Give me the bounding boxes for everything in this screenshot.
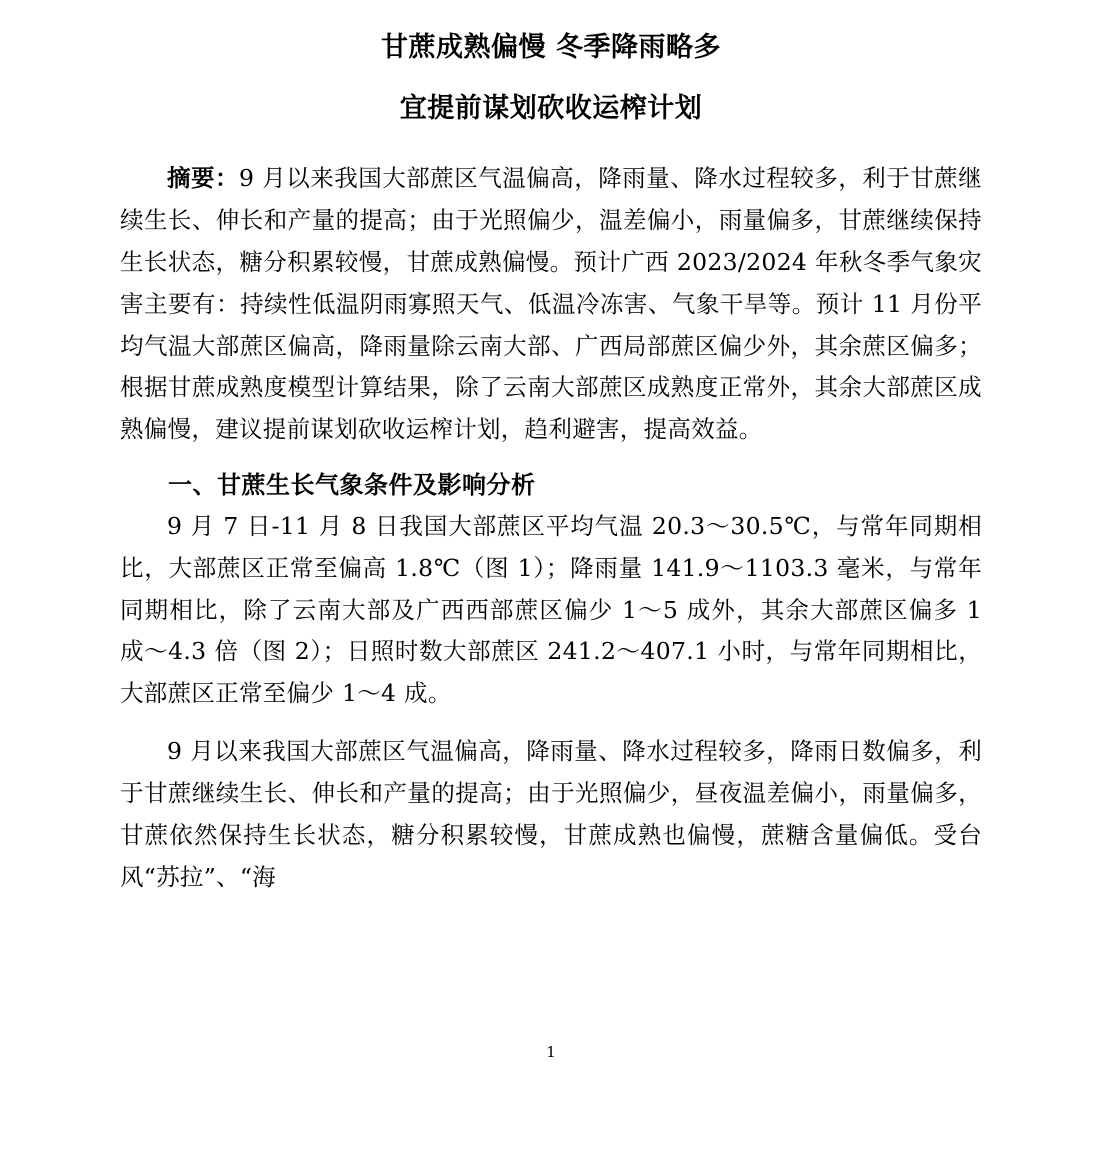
title-line-2: 宜提前谋划砍收运榨计划	[399, 93, 703, 125]
section-1-heading: 一、甘蔗生长气象条件及影响分析	[168, 470, 536, 500]
page-number: 1	[546, 1043, 556, 1061]
document-title	[120, 28, 982, 128]
title-line-1: 甘蔗成熟偏慢 冬季降雨略多	[381, 32, 721, 63]
abstract-text: 9 月以来我国大部蔗区气温偏高，降雨量、降水过程较多，利于甘蔗继续生长、伸长和产量的提高；由于光照偏少，温差偏小，雨量偏多，甘蔗继续保持生长状态，糖分积累较慢，甘蔗成熟偏慢。预计广西 2023/2024 年秋冬季气象灾害主要有：持续性低温阴雨寡照天气、低温冷冻害、气象干旱等。预计 11 月份平均气温大部蔗区偏高，降雨量除云南大部、广西局部蔗区偏少外，其余蔗区偏多；根据甘蔗成熟度模型计算结果，除了云南大部蔗区成熟度正常外，其余大部蔗区成熟偏慢，建议提前谋划砍收运榨计划，趋利避害，提高效益。	[120, 164, 982, 444]
section-1-paragraph-1: 9 月 7 日-11 月 8 日我国大部蔗区平均气温 20.3～30.5℃，与常年同期相比，大部蔗区正常至偏高 1.8℃（图 1）；降雨量 141.9～1103.3 毫米，与常年同期相比，除了云南大部及广西西部蔗区偏少 1～5 成外，其余大部蔗区偏多 1 成～4.3 倍（图 2）；日照时数大部蔗区 241.2～407.1 小时，与常年同期相比，大部蔗区正常至偏少 1～4 成。	[120, 511, 982, 708]
abstract-label: 摘要：	[167, 164, 239, 193]
abstract-paragraph	[120, 158, 982, 451]
document-body	[120, 158, 982, 898]
section-1-paragraph-2: 9 月以来我国大部蔗区气温偏高，降雨量、降水过程较多，降雨日数偏多，利于甘蔗继续生长、伸长和产量的提高；由于光照偏少，昼夜温差偏小，雨量偏多，甘蔗依然保持生长状态，糖分积累较慢，甘蔗成熟也偏慢，蔗糖含量偏低。受台风“苏拉”、“海	[120, 737, 982, 891]
